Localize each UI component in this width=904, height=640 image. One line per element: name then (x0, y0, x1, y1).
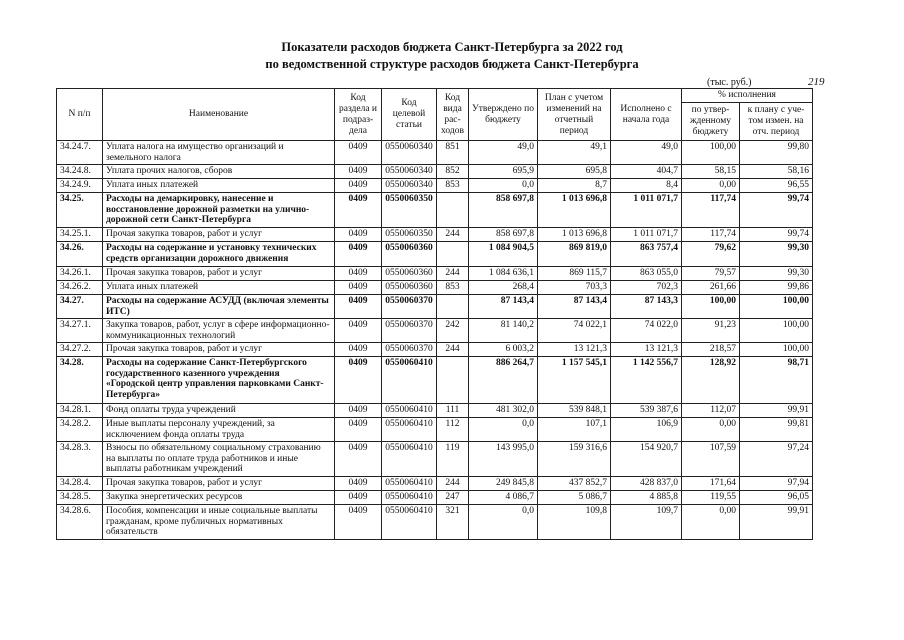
row-num: 34.24.7. (57, 141, 103, 165)
row-num: 34.25.1. (57, 228, 103, 242)
row-article: 0550060410 (382, 477, 437, 491)
row-name: Расходы на содержание Санкт-Петербургского государственного казенного учреждения «Городской центр управления парковками Санкт-Петербурга» (103, 357, 335, 404)
row-pct-plan: 98,71 (740, 357, 813, 404)
row-article: 0550060410 (382, 404, 437, 418)
header-plan: План с учетом изменений на отчетный период (538, 89, 611, 141)
row-section: 0409 (335, 267, 382, 281)
row-approved: 886 264,7 (469, 357, 538, 404)
row-approved: 695,9 (469, 165, 538, 179)
row-name: Иные выплаты персоналу учреждений, за исключением фонда оплаты труда (103, 418, 335, 442)
table-body (57, 141, 813, 540)
row-executed: 74 022,0 (611, 319, 682, 343)
row-plan: 107,1 (538, 418, 611, 442)
row-section: 0409 (335, 193, 382, 228)
row-type: 244 (437, 477, 469, 491)
row-approved: 481 302,0 (469, 404, 538, 418)
row-name: Прочая закупка товаров, работ и услуг (103, 477, 335, 491)
row-section: 0409 (335, 505, 382, 540)
row-section: 0409 (335, 442, 382, 477)
row-num: 34.27. (57, 295, 103, 319)
row-pct-approved: 117,74 (682, 228, 740, 242)
row-plan: 1 013 696,8 (538, 193, 611, 228)
row-section: 0409 (335, 491, 382, 505)
row-executed: 109,7 (611, 505, 682, 540)
row-plan: 109,8 (538, 505, 611, 540)
row-article: 0550060340 (382, 141, 437, 165)
row-type: 242 (437, 319, 469, 343)
row-num: 34.27.2. (57, 343, 103, 357)
row-num: 34.26.1. (57, 267, 103, 281)
row-article: 0550060340 (382, 165, 437, 179)
row-type: 111 (437, 404, 469, 418)
row-article: 0550060410 (382, 491, 437, 505)
row-name: Уплата прочих налогов, сборов (103, 165, 335, 179)
table-row (57, 505, 813, 540)
table-row (57, 477, 813, 491)
row-plan: 703,3 (538, 281, 611, 295)
row-pct-plan: 99,74 (740, 228, 813, 242)
row-plan: 437 852,7 (538, 477, 611, 491)
table-row (57, 418, 813, 442)
table-row (57, 281, 813, 295)
units-label: (тыс. руб.) (707, 77, 752, 88)
row-approved: 87 143,4 (469, 295, 538, 319)
header-num: N п/п (57, 89, 103, 141)
row-approved: 268,4 (469, 281, 538, 295)
row-section: 0409 (335, 281, 382, 295)
row-article: 0550060410 (382, 442, 437, 477)
row-article: 0550060360 (382, 281, 437, 295)
row-executed: 49,0 (611, 141, 682, 165)
row-article: 0550060360 (382, 242, 437, 267)
row-type (437, 242, 469, 267)
row-executed: 1 142 556,7 (611, 357, 682, 404)
table-row (57, 141, 813, 165)
table-row (57, 343, 813, 357)
row-pct-plan: 97,24 (740, 442, 813, 477)
row-pct-plan: 99,74 (740, 193, 813, 228)
row-approved: 858 697,8 (469, 193, 538, 228)
row-executed: 8,4 (611, 179, 682, 193)
row-name: Уплата иных платежей (103, 179, 335, 193)
row-name: Закупка энергетических ресурсов (103, 491, 335, 505)
row-pct-approved: 0,00 (682, 179, 740, 193)
header-section: Код раздела и подраз-дела (335, 89, 382, 141)
page-number: 219 (808, 76, 825, 88)
header-article: Код целевой статьи (382, 89, 437, 141)
row-pct-plan: 99,80 (740, 141, 813, 165)
row-plan: 5 086,7 (538, 491, 611, 505)
row-plan: 869 819,0 (538, 242, 611, 267)
row-article: 0550060410 (382, 418, 437, 442)
header-pct-plan: к плану с уче-том измен. на отч. период (740, 103, 813, 141)
row-section: 0409 (335, 477, 382, 491)
row-article: 0550060340 (382, 179, 437, 193)
row-approved: 0,0 (469, 418, 538, 442)
row-num: 34.27.1. (57, 319, 103, 343)
row-num: 34.28.2. (57, 418, 103, 442)
document-title-line1: Показатели расходов бюджета Санкт-Петербурга за 2022 год (281, 40, 623, 54)
row-approved: 4 086,7 (469, 491, 538, 505)
header-pct-approved: по утвер-жденному бюджету (682, 103, 740, 141)
row-executed: 1 011 071,7 (611, 193, 682, 228)
row-executed: 428 837,0 (611, 477, 682, 491)
row-pct-plan: 96,55 (740, 179, 813, 193)
row-approved: 143 995,0 (469, 442, 538, 477)
row-pct-plan: 100,00 (740, 343, 813, 357)
row-num: 34.25. (57, 193, 103, 228)
row-name: Уплата налога на имущество организаций и земельного налога (103, 141, 335, 165)
row-pct-plan: 99,30 (740, 267, 813, 281)
table-row (57, 442, 813, 477)
row-type (437, 357, 469, 404)
header-name: Наименование (103, 89, 335, 141)
row-plan: 1 013 696,8 (538, 228, 611, 242)
row-name: Прочая закупка товаров, работ и услуг (103, 267, 335, 281)
row-approved: 0,0 (469, 179, 538, 193)
row-article: 0550060370 (382, 343, 437, 357)
row-name: Взносы по обязательному социальному страхованию на выплаты по оплате труда работников и иные выплаты работникам учреждений (103, 442, 335, 477)
row-article: 0550060350 (382, 193, 437, 228)
row-article: 0550060360 (382, 267, 437, 281)
row-section: 0409 (335, 343, 382, 357)
row-approved: 49,0 (469, 141, 538, 165)
row-num: 34.28.5. (57, 491, 103, 505)
row-type (437, 295, 469, 319)
row-article: 0550060410 (382, 357, 437, 404)
row-num: 34.26. (57, 242, 103, 267)
row-approved: 0,0 (469, 505, 538, 540)
table-row (57, 165, 813, 179)
row-num: 34.28.1. (57, 404, 103, 418)
row-type: 112 (437, 418, 469, 442)
row-pct-approved: 218,57 (682, 343, 740, 357)
row-approved: 6 003,2 (469, 343, 538, 357)
row-plan: 49,1 (538, 141, 611, 165)
header-executed: Исполнено с начала года (611, 89, 682, 141)
table-row (57, 404, 813, 418)
row-section: 0409 (335, 165, 382, 179)
row-approved: 1 084 636,1 (469, 267, 538, 281)
table-row (57, 267, 813, 281)
row-num: 34.28. (57, 357, 103, 404)
row-section: 0409 (335, 179, 382, 193)
row-name: Пособия, компенсации и иные социальные выплаты гражданам, кроме публичных нормативных обязательств (103, 505, 335, 540)
row-pct-plan: 96,05 (740, 491, 813, 505)
row-article: 0550060370 (382, 319, 437, 343)
row-plan: 13 121,3 (538, 343, 611, 357)
row-type: 244 (437, 267, 469, 281)
row-pct-approved: 261,66 (682, 281, 740, 295)
row-type: 853 (437, 179, 469, 193)
row-plan: 8,7 (538, 179, 611, 193)
row-section: 0409 (335, 295, 382, 319)
row-pct-approved: 100,00 (682, 295, 740, 319)
row-section: 0409 (335, 418, 382, 442)
row-section: 0409 (335, 242, 382, 267)
row-plan: 74 022,1 (538, 319, 611, 343)
row-plan: 87 143,4 (538, 295, 611, 319)
header-pct: % исполнения (682, 89, 813, 103)
row-approved: 81 140,2 (469, 319, 538, 343)
row-pct-plan: 99,91 (740, 505, 813, 540)
table-row (57, 179, 813, 193)
table-row (57, 357, 813, 404)
row-section: 0409 (335, 141, 382, 165)
row-section: 0409 (335, 357, 382, 404)
row-executed: 1 011 071,7 (611, 228, 682, 242)
row-executed: 702,3 (611, 281, 682, 295)
row-pct-plan: 100,00 (740, 319, 813, 343)
row-name: Прочая закупка товаров, работ и услуг (103, 228, 335, 242)
row-num: 34.28.6. (57, 505, 103, 540)
row-approved: 858 697,8 (469, 228, 538, 242)
row-type: 851 (437, 141, 469, 165)
row-num: 34.28.4. (57, 477, 103, 491)
row-pct-plan: 100,00 (740, 295, 813, 319)
row-type: 244 (437, 228, 469, 242)
row-pct-approved: 0,00 (682, 505, 740, 540)
row-name: Прочая закупка товаров, работ и услуг (103, 343, 335, 357)
row-pct-approved: 58,15 (682, 165, 740, 179)
row-approved: 249 845,8 (469, 477, 538, 491)
row-pct-approved: 171,64 (682, 477, 740, 491)
row-type: 852 (437, 165, 469, 179)
row-pct-approved: 79,62 (682, 242, 740, 267)
row-pct-approved: 91,23 (682, 319, 740, 343)
row-name: Закупка товаров, работ, услуг в сфере информационно-коммуникационных технологий (103, 319, 335, 343)
row-type: 247 (437, 491, 469, 505)
row-pct-plan: 58,16 (740, 165, 813, 179)
row-type (437, 193, 469, 228)
row-num: 34.24.9. (57, 179, 103, 193)
row-pct-approved: 119,55 (682, 491, 740, 505)
table-row (57, 491, 813, 505)
row-name: Расходы на содержание и установку технических средств организации дорожного движения (103, 242, 335, 267)
table-row (57, 228, 813, 242)
row-pct-plan: 99,91 (740, 404, 813, 418)
row-article: 0550060410 (382, 505, 437, 540)
row-executed: 13 121,3 (611, 343, 682, 357)
document-title-line2: по ведомственной структуре расходов бюджета Санкт-Петербурга (265, 57, 639, 71)
row-name: Расходы на содержание АСУДД (включая элементы ИТС) (103, 295, 335, 319)
row-type: 244 (437, 343, 469, 357)
row-pct-approved: 79,57 (682, 267, 740, 281)
table-row (57, 295, 813, 319)
row-plan: 695,8 (538, 165, 611, 179)
row-pct-approved: 107,59 (682, 442, 740, 477)
row-type: 321 (437, 505, 469, 540)
row-executed: 4 885,8 (611, 491, 682, 505)
table-row (57, 319, 813, 343)
row-pct-approved: 100,00 (682, 141, 740, 165)
row-executed: 404,7 (611, 165, 682, 179)
row-executed: 154 920,7 (611, 442, 682, 477)
row-pct-plan: 97,94 (740, 477, 813, 491)
row-section: 0409 (335, 319, 382, 343)
row-plan: 159 316,6 (538, 442, 611, 477)
row-pct-approved: 112,07 (682, 404, 740, 418)
expenditure-table (56, 88, 813, 540)
row-approved: 1 084 904,5 (469, 242, 538, 267)
row-plan: 869 115,7 (538, 267, 611, 281)
row-name: Расходы на демаркировку, нанесение и восстановление дорожной разметки на улично-дорожной сети Санкт-Петербурга (103, 193, 335, 228)
row-executed: 863 055,0 (611, 267, 682, 281)
row-type: 853 (437, 281, 469, 295)
row-executed: 863 757,4 (611, 242, 682, 267)
row-pct-approved: 0,00 (682, 418, 740, 442)
row-name: Фонд оплаты труда учреждений (103, 404, 335, 418)
row-plan: 539 848,1 (538, 404, 611, 418)
row-type: 119 (437, 442, 469, 477)
row-executed: 87 143,3 (611, 295, 682, 319)
header-type: Код вида рас-ходов (437, 89, 469, 141)
table-row (57, 193, 813, 228)
header-approved: Утверждено по бюджету (469, 89, 538, 141)
row-section: 0409 (335, 404, 382, 418)
row-executed: 106,9 (611, 418, 682, 442)
row-name: Уплата иных платежей (103, 281, 335, 295)
row-num: 34.26.2. (57, 281, 103, 295)
row-plan: 1 157 545,1 (538, 357, 611, 404)
row-pct-plan: 99,30 (740, 242, 813, 267)
row-executed: 539 387,6 (611, 404, 682, 418)
row-article: 0550060350 (382, 228, 437, 242)
row-pct-approved: 117,74 (682, 193, 740, 228)
row-pct-plan: 99,81 (740, 418, 813, 442)
row-article: 0550060370 (382, 295, 437, 319)
row-pct-plan: 99,86 (740, 281, 813, 295)
row-section: 0409 (335, 228, 382, 242)
row-num: 34.28.3. (57, 442, 103, 477)
table-row (57, 242, 813, 267)
row-pct-approved: 128,92 (682, 357, 740, 404)
row-num: 34.24.8. (57, 165, 103, 179)
